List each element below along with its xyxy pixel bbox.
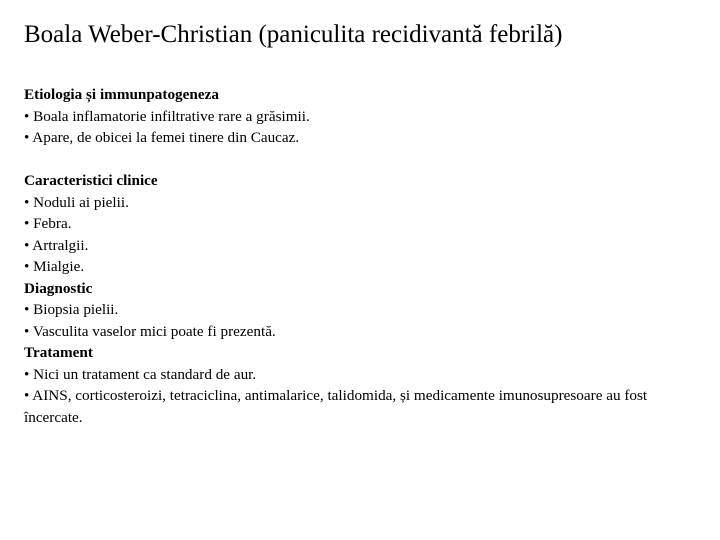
list-item: • Vasculita vaselor mici poate fi prezentă.: [24, 322, 276, 340]
slide-title: Boala Weber-Christian (paniculita recidivantă febrilă): [24, 21, 563, 48]
list-item: • Boala inflamatorie infiltrative rare a grăsimii.: [24, 107, 310, 125]
list-item: • AINS, corticosteroizi, tetraciclina, antimalarice, talidomida, și medicamente imunosupresoare au fost încercate.: [24, 387, 648, 426]
list-item: • Nici un tratament ca standard de aur.: [24, 365, 257, 383]
list-item: • Noduli ai pielii.: [24, 193, 129, 211]
list-item: • Apare, de obicei la femei tinere din Caucaz.: [24, 129, 300, 146]
section-heading-clinice: Caracteristici clinice: [24, 172, 158, 189]
section-heading-tratament: Tratament: [24, 344, 93, 361]
section-spacer: [24, 149, 664, 171]
section-heading-diagnostic: Diagnostic: [24, 279, 93, 297]
list-item: • Artralgii.: [24, 236, 89, 254]
slide-content: [24, 84, 664, 428]
list-item: • Biopsia pielii.: [24, 301, 119, 318]
section-heading-etiologie: Etiologia și immunpatogeneza: [24, 86, 219, 103]
list-item: • Febra.: [24, 215, 72, 232]
list-item: • Mialgie.: [24, 258, 85, 275]
